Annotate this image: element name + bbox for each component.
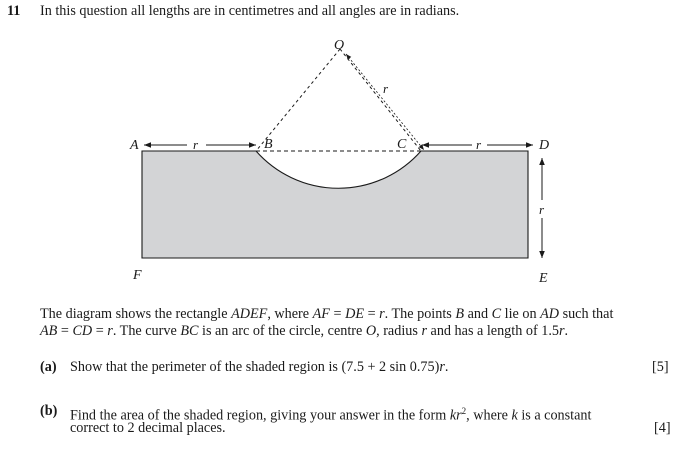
radius-oc-left	[340, 49, 421, 151]
part-a-marks: [5]	[652, 359, 669, 375]
part-b-text-line-2: correct to 2 decimal places.	[70, 420, 226, 436]
label-d: D	[539, 138, 550, 153]
label-a: A	[130, 138, 139, 153]
part-b-text-line-1: Find the area of the shaded region, giving your answer in the form $kr^2$, where k is a constant	[70, 406, 592, 424]
question-number: 11	[7, 3, 21, 19]
label-o: O	[334, 38, 345, 53]
radius-oc-arrow	[346, 54, 424, 150]
label-r-ab: r	[193, 137, 199, 152]
question-intro: In this question all lengths are in centimetres and all angles are in radians.	[40, 3, 460, 19]
part-b-label: (b)	[40, 403, 58, 419]
radius-ob	[256, 49, 340, 151]
part-b-marks: [4]	[654, 420, 671, 436]
label-r-de: r	[539, 202, 545, 217]
label-c: C	[397, 137, 407, 152]
description-line-2: AB = CD = r. The curve BC is an arc of the circle, centre O, radius r and has a length of 1.5r.	[40, 323, 569, 339]
label-e: E	[539, 271, 548, 286]
description-line-1: The diagram shows the rectangle ADEF, where AF = DE = r. The points B and C lie on AD such that	[40, 306, 614, 322]
part-a-label: (a)	[40, 359, 57, 375]
part-a-text: Show that the perimeter of the shaded region is (7.5 + 2 sin 0.75)r.	[70, 359, 449, 375]
shaded-region	[142, 151, 528, 258]
label-f: F	[133, 268, 142, 283]
label-r-oc: r	[383, 81, 389, 96]
label-b: B	[264, 137, 273, 152]
label-r-cd: r	[476, 137, 482, 152]
